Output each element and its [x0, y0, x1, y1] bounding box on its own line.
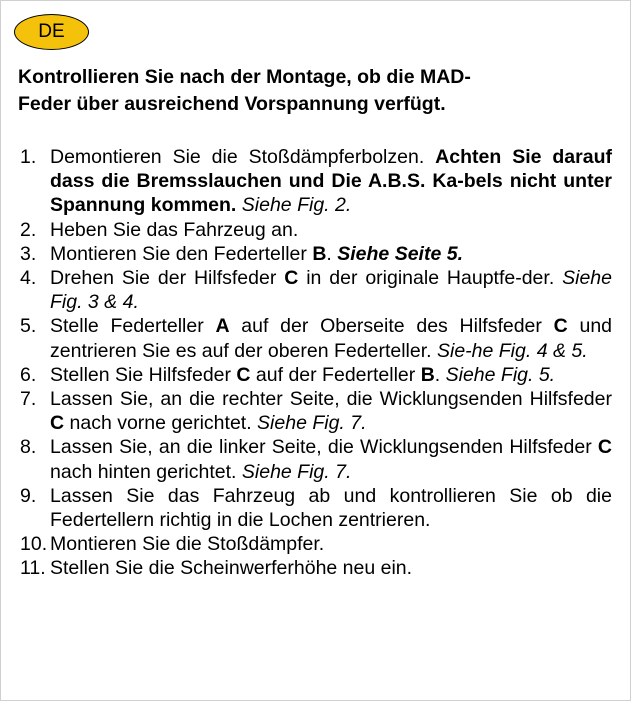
step-text — [50, 314, 612, 362]
step-number: 9. — [20, 484, 37, 507]
step-text-segment: und zentrieren Sie es auf der oberen Federteller. — [50, 315, 613, 362]
step-text-segment: Stelle Federteller — [50, 315, 216, 338]
step-text-segment: B — [420, 363, 435, 386]
step-item — [20, 314, 612, 362]
step-text-segment: Montieren Sie die Stoßdämpfer. — [50, 533, 325, 556]
headline — [18, 64, 618, 118]
step-text — [50, 484, 612, 532]
step-text-segment: C — [284, 267, 299, 290]
headline-line-1: Kontrollieren Sie nach der Montage, ob die MAD- — [18, 66, 471, 88]
step-text-segment: Drehen Sie der Hilfsfeder — [50, 267, 285, 290]
step-text-segment: C — [597, 436, 612, 459]
step-text — [50, 242, 612, 266]
step-text-segment: Lassen Sie das Fahrzeug ab und kontrollieren Sie ob die Federtellern richtig in die Lochen zentrieren. — [50, 484, 612, 532]
step-text-segment: A — [215, 315, 230, 338]
headline-line-2: Feder über ausreichend Vorspannung verfügt. — [18, 93, 446, 115]
step-text-segment: Siehe Fig. 7. — [241, 460, 352, 483]
instruction-steps — [20, 145, 612, 581]
step-number: 8. — [20, 436, 37, 459]
step-text-segment: auf der Oberseite des Hilfsfeder — [229, 315, 554, 338]
step-text — [50, 363, 612, 387]
step-text — [50, 556, 612, 580]
step-text-segment: . — [326, 242, 338, 265]
step-text-segment: Sie-he Fig. 4 & 5. — [436, 339, 588, 362]
step-text-segment: Demontieren Sie die Stoßdämpferbolzen. — [50, 146, 436, 168]
step-number: 7. — [20, 388, 37, 411]
step-text-segment: Heben Sie das Fahrzeug an. — [50, 218, 299, 241]
step-text — [50, 145, 612, 218]
step-text-segment: Montieren Sie den Federteller — [50, 242, 313, 265]
step-text-segment: in der originale Hauptfe-der. — [298, 267, 563, 290]
step-text-segment: Siehe Fig. 7. — [257, 412, 367, 435]
step-text-segment: Siehe Seite 5. — [337, 242, 463, 265]
step-text — [50, 532, 612, 556]
step-number: 10. — [20, 533, 48, 556]
step-text-segment: C — [553, 315, 568, 338]
step-item — [20, 218, 612, 242]
language-badge-label: DE — [38, 21, 65, 42]
step-text-segment: B — [312, 242, 327, 265]
step-text — [50, 218, 612, 242]
step-text — [50, 435, 612, 483]
step-text-segment: Siehe Fig. 5. — [445, 363, 556, 386]
step-text-segment: . — [434, 363, 446, 386]
step-text-segment: Lassen Sie, an die rechter Seite, die Wicklungsenden Hilfsfeder — [50, 388, 612, 411]
step-item — [20, 484, 612, 532]
step-text-segment: Siehe Fig. 2. — [241, 194, 352, 217]
step-text-segment: Siehe Fig. 3 & 4. — [50, 267, 612, 314]
step-number: 6. — [20, 363, 37, 386]
step-item — [20, 363, 612, 387]
step-number: 2. — [20, 218, 37, 241]
step-item — [20, 266, 612, 314]
step-text — [50, 266, 612, 314]
step-text-segment: C — [236, 363, 251, 386]
step-number: 1. — [20, 146, 37, 168]
step-text — [50, 387, 612, 435]
step-item — [20, 435, 612, 483]
step-number: 11. — [20, 557, 46, 580]
step-item — [20, 242, 612, 266]
step-text-segment: nach vorne gerichtet. — [64, 412, 258, 435]
step-text-segment: Stellen Sie die Scheinwerferhöhe neu ein. — [50, 557, 413, 580]
step-item — [20, 387, 612, 435]
step-text-segment: Achten Sie darauf dass die Bremsslauchen und Die A.B.S. Ka-bels nicht unter Spannung kommen. — [50, 146, 612, 217]
step-text-segment: nach hinten gerichtet. — [50, 460, 242, 483]
step-number: 5. — [20, 315, 37, 338]
step-number: 4. — [20, 267, 37, 290]
step-item — [20, 556, 612, 580]
step-item — [20, 145, 612, 218]
step-number: 3. — [20, 242, 37, 265]
language-badge — [14, 14, 89, 50]
step-text-segment: C — [50, 412, 65, 435]
step-text-segment: Lassen Sie, an die linker Seite, die Wicklungsenden Hilfsfeder — [50, 436, 598, 459]
step-text-segment: Stellen Sie Hilfsfeder — [50, 363, 237, 386]
step-item — [20, 532, 612, 556]
step-text-segment: auf der Federteller — [250, 363, 421, 386]
